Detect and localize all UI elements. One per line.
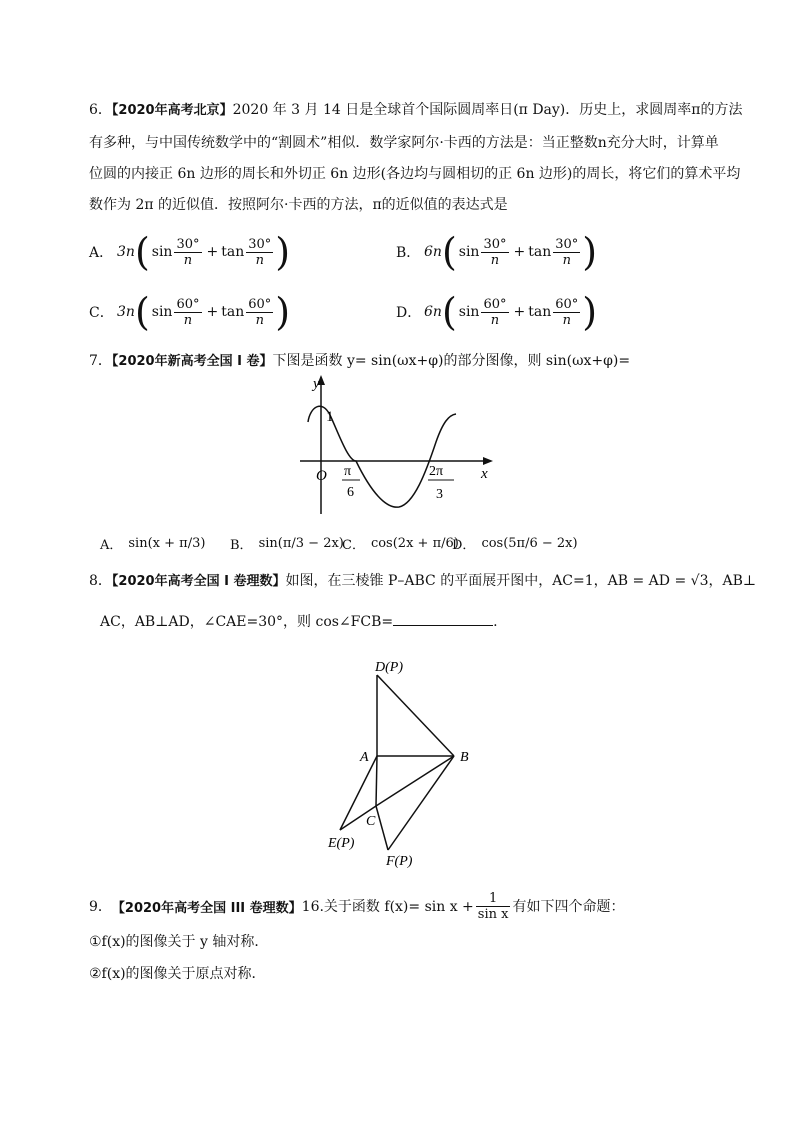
q8-text-line1: 如图，在三棱锥 P–ABC 的平面展开图中，AC=1，AB = AD = √3，AB⊥ <box>285 573 757 589</box>
q8-text-line2: AC，AB⊥AD，∠CAE=30°，则 cos∠FCB= <box>100 614 394 630</box>
fraction-num: 60° <box>176 296 200 312</box>
fraction <box>481 237 508 268</box>
answer-blank[interactable] <box>393 611 493 626</box>
q8-source: 【2020年高考全国 I 卷理数】 <box>111 574 286 589</box>
fraction-num: 60° <box>483 296 507 312</box>
q6-option-c[interactable] <box>89 290 290 334</box>
option-letter: C． <box>342 537 365 553</box>
option-letter: A． <box>100 537 123 553</box>
option-letter: D． <box>396 305 422 321</box>
fraction <box>481 297 508 328</box>
label-C: C <box>366 814 376 829</box>
fraction-den: n <box>183 312 193 328</box>
option-coef: 6n <box>424 304 442 320</box>
fraction-num: 60° <box>555 296 579 312</box>
sin-label: sin <box>151 304 173 320</box>
q9-fraction <box>476 891 511 922</box>
fraction-den: n <box>255 252 264 268</box>
option-coef: 6n <box>424 244 442 260</box>
fraction <box>553 297 580 328</box>
y-axis-label: y <box>313 376 320 392</box>
edge-BF <box>388 756 454 850</box>
q7-option-b[interactable] <box>230 528 344 558</box>
label-E: E(P) <box>328 836 355 851</box>
label-A: A <box>360 750 369 765</box>
option-letter: A． <box>89 245 114 261</box>
tick-2pi3-num: 2π <box>429 464 444 479</box>
q6-line2: 有多种，与中国传统数学中的“割圆术”相似．数学家阿尔·卡西的方法是：当正整数n充分大时，计算单 <box>89 135 719 151</box>
q6-line3: 位圆的内接正 6n 边形的周长和外切正 6n 边形(各边均与圆相切的正 6n 边形)的周长，将它们的算术平均 <box>89 166 741 182</box>
q9-post: 有如下四个命题： <box>512 899 625 915</box>
q9-pre: 16.关于函数 f(x)= sin x + <box>301 899 474 915</box>
fraction <box>174 297 201 328</box>
fraction-den: n <box>562 312 571 328</box>
fraction-den: n <box>562 252 571 268</box>
fraction-den: n <box>255 312 264 328</box>
fraction <box>553 237 580 268</box>
label-F: F(P) <box>386 854 413 869</box>
q6-number: 6． <box>89 102 112 118</box>
fraction <box>174 237 201 268</box>
tan-label: tan <box>528 244 552 260</box>
sin-label: sin <box>151 244 173 260</box>
tick-pi6-den: 6 <box>347 485 354 500</box>
option-coef: 3n <box>117 304 135 320</box>
x-axis-label: x <box>481 466 488 482</box>
right-paren: ) <box>582 290 598 334</box>
fraction-num: 30° <box>248 236 272 252</box>
q6-option-d[interactable] <box>396 290 597 334</box>
plus-sign: + <box>206 244 219 260</box>
right-paren: ) <box>582 230 598 274</box>
right-paren: ) <box>275 230 291 274</box>
q9-number: 9． <box>89 899 112 915</box>
plus-sign: + <box>206 304 219 320</box>
fraction <box>246 297 273 328</box>
q7-source: 【2020年新高考全国 I 卷】 <box>111 354 273 369</box>
q7-text: 下图是函数 y= sin(ωx+φ)的部分图像，则 sin(ωx+φ)= <box>272 353 631 369</box>
option-text: sin(x + π/3) <box>128 535 206 551</box>
fraction-den: n <box>490 252 500 268</box>
q7-option-a[interactable] <box>100 528 205 558</box>
option-letter: B． <box>396 245 421 261</box>
origin-label: O <box>316 468 327 484</box>
sin-label: sin <box>458 304 480 320</box>
q6-source: 【2020年高考北京】 <box>111 103 233 118</box>
option-coef: 3n <box>117 244 135 260</box>
q6-option-b[interactable] <box>396 230 597 274</box>
label-B: B <box>460 750 469 765</box>
left-paren: ( <box>134 230 150 274</box>
fraction-den: n <box>183 252 193 268</box>
tan-label: tan <box>221 304 245 320</box>
edge-DB <box>377 675 454 756</box>
q7-number: 7． <box>89 353 112 369</box>
option-letter: B． <box>230 537 253 553</box>
option-letter: D． <box>452 537 476 553</box>
left-paren: ( <box>441 230 457 274</box>
y-one-label: 1 <box>326 409 334 425</box>
fraction-num: 1 <box>476 891 511 907</box>
fraction-num: 30° <box>176 236 200 252</box>
edge-CB <box>376 756 454 806</box>
q7-line1 <box>89 351 630 372</box>
q7-option-d[interactable] <box>452 528 578 558</box>
left-paren: ( <box>441 290 457 334</box>
tick-2pi3-den: 3 <box>436 487 443 502</box>
fraction-num: 30° <box>555 236 579 252</box>
q8-line1 <box>89 571 756 592</box>
option-letter: C． <box>89 305 114 321</box>
q7-sine-graph <box>296 372 496 522</box>
right-paren: ) <box>275 290 291 334</box>
q9-source: 【2020年高考全国 III 卷理数】 <box>111 900 302 916</box>
x-axis-arrow <box>483 457 493 465</box>
fraction-num: 30° <box>483 236 507 252</box>
edge-CF <box>376 806 388 850</box>
fraction-den: n <box>490 312 500 328</box>
plus-sign: + <box>513 304 526 320</box>
q9-item-2: ②f(x)的图像关于原点对称． <box>89 966 266 982</box>
plus-sign: + <box>513 244 526 260</box>
left-paren: ( <box>134 290 150 334</box>
fraction-num: 60° <box>248 296 272 312</box>
q6-option-a[interactable] <box>89 230 290 274</box>
q9-item-1: ①f(x)的图像关于 y 轴对称． <box>89 934 269 950</box>
tan-label: tan <box>221 244 245 260</box>
fraction <box>246 237 273 268</box>
fraction-den: sin x <box>477 906 509 922</box>
q8-net-diagram <box>320 655 500 870</box>
tick-pi6-num: π <box>344 464 352 479</box>
option-text: cos(2x + π/6) <box>370 535 459 551</box>
q6-line1 <box>89 100 742 121</box>
q8-line2: AC，AB⊥AD，∠CAE=30°，则 cos∠FCB= . <box>100 611 498 632</box>
q6-text-line1: 2020 年 3 月 14 日是全球首个国际圆周率日(π Day)．历史上，求圆周率π的方法 <box>232 102 743 118</box>
q8-number: 8． <box>89 573 112 589</box>
q7-option-c[interactable] <box>342 528 459 558</box>
edge-AC <box>376 756 377 806</box>
label-D: D(P) <box>375 660 403 675</box>
q6-line4: 数作为 2π 的近似值．按照阿尔·卡西的方法，π的近似值的表达式是 <box>89 197 508 213</box>
sin-label: sin <box>458 244 480 260</box>
q9-line1 <box>89 884 624 928</box>
tan-label: tan <box>528 304 552 320</box>
option-text: cos(5π/6 − 2x) <box>481 535 578 551</box>
option-text: sin(π/3 − 2x) <box>258 535 344 551</box>
